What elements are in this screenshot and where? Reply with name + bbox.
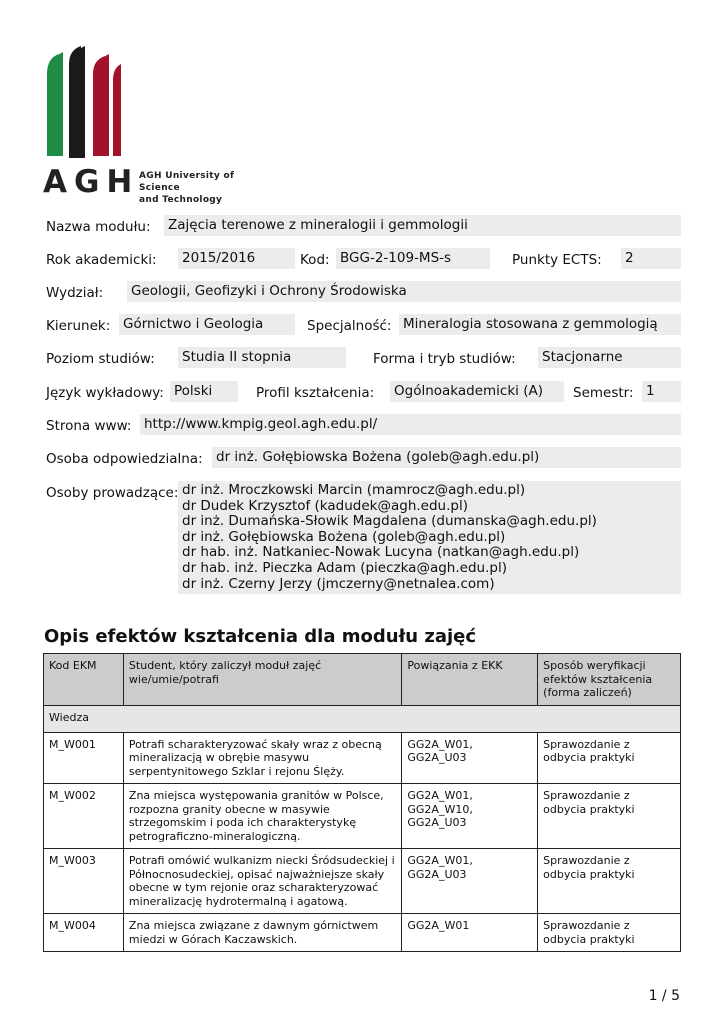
- lecturer-item: dr inż. Dumańska-Słowik Magdalena (dumanska@agh.edu.pl): [182, 513, 597, 530]
- value-language: Polski: [170, 381, 238, 402]
- value-website: http://www.kmpig.geol.agh.edu.pl/: [140, 414, 681, 435]
- cell-links: GG2A_W01, GG2A_U03: [402, 732, 538, 784]
- lecturer-item: dr inż. Gołębiowska Bożena (goleb@agh.edu.pl): [182, 528, 506, 545]
- label-module-name: Nazwa modułu:: [46, 219, 151, 235]
- table-row: [44, 732, 681, 784]
- value-mode: Stacjonarne: [538, 347, 681, 368]
- logo-abbr: AGH: [43, 164, 140, 200]
- lecturer-item: dr inż. Mroczkowski Marcin (mamrocz@agh.edu.pl): [182, 482, 526, 498]
- cell-desc: Zna miejsca występowania granitów w Polsce, rozpozna granity obecne w masywie strzegomskim i poda ich charakterystykę petrograficzno-mineralogiczną.: [123, 784, 401, 849]
- cell-code: M_W004: [44, 914, 124, 952]
- label-level: Poziom studiów:: [46, 351, 155, 367]
- value-specialty: Mineralogia stosowana z gemmologią: [399, 314, 681, 335]
- cell-desc: Potrafi omówić wulkanizm niecki Śródsudeckiej i Północnosudeckiej, opisać najważniejsze skały obecne w tym rejonie oraz scharakteryzować mineralizację hydrotermalną i agatową.: [123, 849, 401, 914]
- section-title: Opis efektów kształcenia dla modułu zajęć: [44, 626, 477, 647]
- value-profile: Ogólnoakademicki (A): [390, 381, 564, 402]
- value-direction: Górnictwo i Geologia: [119, 314, 295, 335]
- cell-code: M_W002: [44, 784, 124, 849]
- cell-verify: Sprawozdanie z odbycia praktyki: [538, 732, 681, 784]
- value-semester: 1: [642, 381, 681, 402]
- label-language: Język wykładowy:: [46, 385, 164, 401]
- cell-code: M_W003: [44, 849, 124, 914]
- lecturer-item: dr hab. inż. Natkaniec-Nowak Lucyna (natkan@agh.edu.pl): [182, 544, 580, 561]
- agh-logo: [43, 46, 275, 205]
- logo-university-name: AGH University of Science and Technology: [139, 171, 235, 205]
- value-code: BGG-2-109-MS-s: [336, 248, 490, 269]
- cell-code: M_W001: [44, 732, 124, 784]
- page-number: 1 / 5: [648, 988, 680, 1004]
- cell-links: GG2A_W01, GG2A_U03: [402, 849, 538, 914]
- label-faculty: Wydział:: [46, 285, 104, 301]
- label-website: Strona www:: [46, 418, 132, 434]
- cell-verify: Sprawozdanie z odbycia praktyki: [538, 784, 681, 849]
- label-profile: Profil kształcenia:: [256, 385, 375, 401]
- lecturer-item: dr inż. Czerny Jerzy (jmczerny@netnalea.com): [182, 575, 495, 592]
- label-specialty: Specjalność:: [307, 318, 392, 334]
- cell-links: GG2A_W01, GG2A_W10, GG2A_U03: [402, 784, 538, 849]
- label-direction: Kierunek:: [46, 318, 111, 334]
- value-academic-year: 2015/2016: [178, 248, 295, 269]
- table-row: [44, 914, 681, 952]
- label-mode: Forma i tryb studiów:: [373, 351, 516, 367]
- header-code: Kod EKM: [44, 654, 124, 706]
- table-row: [44, 849, 681, 914]
- value-responsible: dr inż. Gołębiowska Bożena (goleb@agh.edu.pl): [212, 447, 681, 468]
- header-verification: Sposób weryfikacji efektów kształcenia (forma zaliczeń): [538, 654, 681, 706]
- cell-desc: Potrafi scharakteryzować skały wraz z obecną mineralizacją w obrębie masywu serpentynitowego Szklar i rejonu Ślęży.: [123, 732, 401, 784]
- header-links: Powiązania z EKK: [402, 654, 538, 706]
- value-level: Studia II stopnia: [178, 347, 346, 368]
- agh-logo-mark: [43, 46, 123, 158]
- table-group-row: [44, 705, 681, 732]
- lecturer-item: dr Dudek Krzysztof (kadudek@agh.edu.pl): [182, 497, 468, 514]
- cell-verify: Sprawozdanie z odbycia praktyki: [538, 914, 681, 952]
- value-ects: 2: [621, 248, 681, 269]
- group-label: Wiedza: [44, 705, 681, 732]
- label-ects: Punkty ECTS:: [512, 252, 602, 268]
- table-header-row: [44, 654, 681, 706]
- value-lecturers: [178, 481, 681, 594]
- label-semester: Semestr:: [573, 385, 634, 401]
- label-lecturers: Osoby prowadzące:: [46, 485, 179, 501]
- value-module-name: Zajęcia terenowe z mineralogii i gemmologii: [164, 215, 681, 236]
- header-student: Student, który zaliczył moduł zajęć wie/umie/potrafi: [123, 654, 401, 706]
- cell-desc: Zna miejsca związane z dawnym górnictwem miedzi w Górach Kaczawskich.: [123, 914, 401, 952]
- label-academic-year: Rok akademicki:: [46, 252, 157, 268]
- label-code: Kod:: [300, 252, 330, 268]
- cell-links: GG2A_W01: [402, 914, 538, 952]
- label-responsible: Osoba odpowiedzialna:: [46, 451, 203, 467]
- value-faculty: Geologii, Geofizyki i Ochrony Środowiska: [127, 281, 681, 302]
- cell-verify: Sprawozdanie z odbycia praktyki: [538, 849, 681, 914]
- lecturer-item: dr hab. inż. Pieczka Adam (pieczka@agh.edu.pl): [182, 559, 507, 576]
- table-row: [44, 784, 681, 849]
- learning-outcomes-table: [43, 653, 681, 952]
